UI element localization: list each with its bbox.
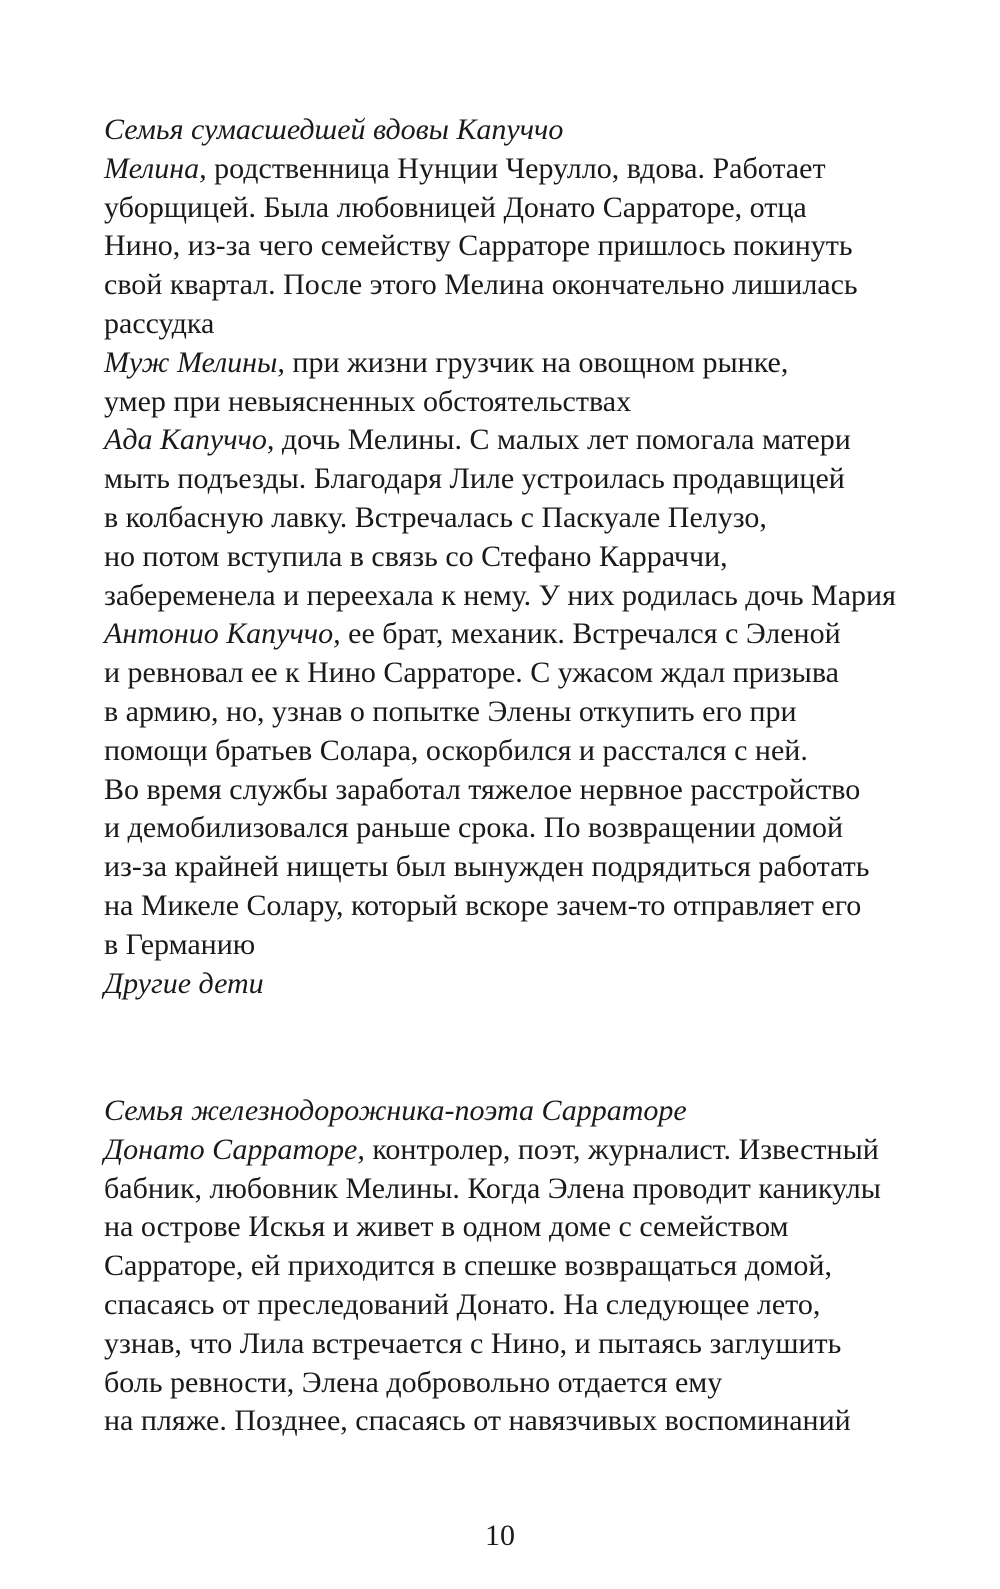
- section-sarratore-family: [104, 1092, 934, 1441]
- section-heading: Семья сумасшедшей вдовы Капуччо: [104, 113, 564, 146]
- text-line: в Германию: [104, 927, 256, 961]
- text-line: в армию, но, узнав о попытке Элены откупить его при: [104, 694, 797, 728]
- text-line: и ревновал ее к Нино Сарраторе. С ужасом ждал призыва: [104, 656, 839, 690]
- text-line: но потом вступила в связь со Стефано Карраччи,: [104, 539, 728, 573]
- text-line: на острове Искья и живет в одном доме с семейством: [104, 1210, 789, 1244]
- text-line: Ада Капуччо, дочь Мелины. С малых лет помогала матери: [104, 423, 851, 457]
- text-line: рассудка: [104, 306, 215, 340]
- text-line: умер при невыясненных обстоятельствах: [104, 384, 632, 418]
- text-line: Сарраторе, ей приходится в спешке возвращаться домой,: [104, 1249, 832, 1283]
- text-line: в колбасную лавку. Встречалась с Паскуале Пелузо,: [104, 500, 767, 534]
- text-line: Во время службы заработал тяжелое нервное расстройство: [104, 772, 861, 806]
- text-line: свой квартал. После этого Мелина окончательно лишилась: [104, 268, 858, 302]
- section-capuccio-family: [104, 111, 934, 1003]
- page-number: 10: [485, 1519, 515, 1552]
- text-line: на Микеле Солару, который вскоре зачем-то отправляет его: [104, 888, 862, 922]
- text-line: Муж Мелины, при жизни грузчик на овощном рынке,: [104, 345, 789, 379]
- text-line: Мелина, родственница Нунции Черулло, вдова. Работает: [104, 151, 826, 185]
- text-line: забеременела и переехала к нему. У них родилась дочь Мария: [104, 578, 896, 612]
- text-line: боль ревности, Элена добровольно отдается ему: [104, 1365, 723, 1399]
- text-line: из-за крайней нищеты был вынужден подрядиться работать: [104, 850, 870, 884]
- text-line: и демобилизовался раньше срока. По возвращении домой: [104, 811, 844, 845]
- text-line: Нино, из-за чего семейству Сарраторе пришлось покинуть: [104, 229, 853, 263]
- text-line: Антонио Капуччо, ее брат, механик. Встречался с Эленой: [104, 617, 841, 651]
- text-line: помощи братьев Солара, оскорбился и расстался с ней.: [104, 733, 808, 767]
- text-line: узнав, что Лила встречается с Нино, и пытаясь заглушить: [104, 1326, 842, 1360]
- text-line: спасаясь от преследований Донато. На следующее лето,: [104, 1287, 821, 1321]
- text-line: уборщицей. Была любовницей Донато Сарраторе, отца: [104, 190, 807, 224]
- text-line: Другие дети: [104, 966, 264, 1000]
- text-line: мыть подъезды. Благодаря Лиле устроилась продавщицей: [104, 462, 845, 496]
- text-line: на пляже. Позднее, спасаясь от навязчивых воспоминаний: [104, 1404, 851, 1438]
- text-line: Донато Сарраторе, контролер, поэт, журналист. Известный: [104, 1132, 879, 1166]
- section-heading: Семья железнодорожника-поэта Сарраторе: [104, 1094, 687, 1127]
- text-line: бабник, любовник Мелины. Когда Элена проводит каникулы: [104, 1171, 881, 1205]
